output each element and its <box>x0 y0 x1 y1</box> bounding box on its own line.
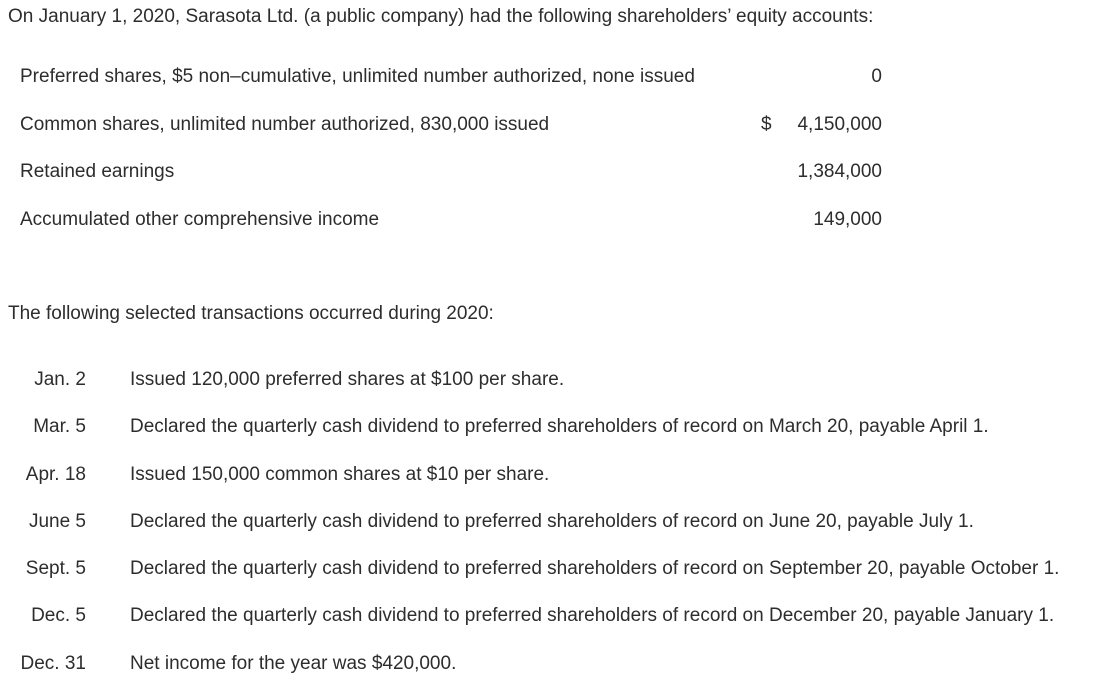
equity-label: Common shares, unlimited number authorized, 830,000 issued <box>20 113 550 135</box>
transaction-date: Apr. 18 <box>25 463 86 485</box>
transaction-date: Sept. 5 <box>25 558 86 580</box>
transaction-row <box>0 653 1109 700</box>
equity-row-preferred <box>20 66 882 114</box>
transaction-row <box>0 416 1109 463</box>
equity-amount: 0 <box>871 66 882 87</box>
transaction-description: Net income for the year was $420,000. <box>130 652 457 674</box>
transaction-row <box>0 369 1109 416</box>
transaction-row <box>0 511 1109 558</box>
equity-label: Preferred shares, $5 non–cumulative, unlimited number authorized, none issued <box>20 66 695 87</box>
equity-amount: 4,150,000 <box>797 113 882 135</box>
transactions-table <box>0 369 1109 700</box>
transaction-date: Dec. 31 <box>20 652 86 674</box>
transaction-date: Dec. 5 <box>31 605 86 627</box>
transaction-description: Issued 150,000 common shares at $10 per share. <box>130 463 550 485</box>
transaction-date: Mar. 5 <box>33 416 86 438</box>
currency-symbol: $ <box>761 113 772 135</box>
transactions-heading: The following selected transactions occurred during 2020: <box>8 303 494 324</box>
equity-label: Accumulated other comprehensive income <box>20 208 380 230</box>
equity-accounts-table <box>20 66 882 256</box>
equity-amount: 149,000 <box>813 208 882 230</box>
intro-text: On January 1, 2020, Sarasota Ltd. (a public company) had the following shareholders’ equity accounts: <box>8 6 874 27</box>
transaction-description: Declared the quarterly cash dividend to preferred shareholders of record on June 20, payable July 1. <box>130 510 974 532</box>
equity-label: Retained earnings <box>20 161 175 182</box>
transaction-row <box>0 558 1109 605</box>
equity-row-retained-earnings <box>20 161 882 209</box>
transaction-date: Jan. 2 <box>34 369 86 390</box>
transaction-row <box>0 605 1109 652</box>
equity-row-aoci <box>20 209 882 257</box>
transaction-description: Declared the quarterly cash dividend to preferred shareholders of record on December 20, payable January 1. <box>130 605 1055 627</box>
transaction-description: Issued 120,000 preferred shares at $100 per share. <box>130 369 565 390</box>
transaction-row <box>0 464 1109 511</box>
transaction-description: Declared the quarterly cash dividend to preferred shareholders of record on September 20, payable October 1. <box>130 558 1060 580</box>
transaction-date: June 5 <box>28 510 86 532</box>
equity-row-common <box>20 114 882 162</box>
equity-amount: 1,384,000 <box>797 161 882 182</box>
transaction-description: Declared the quarterly cash dividend to preferred shareholders of record on March 20, payable April 1. <box>130 416 989 438</box>
